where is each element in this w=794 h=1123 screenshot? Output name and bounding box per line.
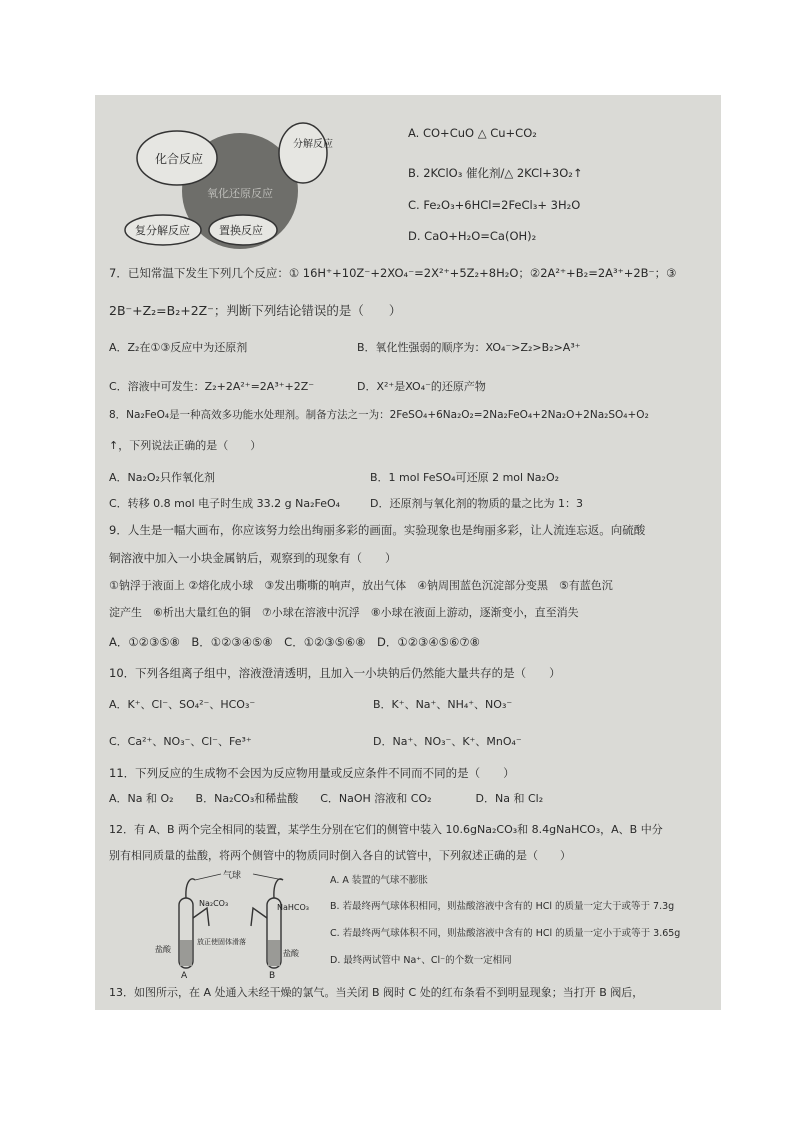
- exam-page: [95, 95, 721, 1010]
- q12-option-b: B. 若最终两气球体积相同，则盐酸溶液中含有的 HCl 的质量一定大于或等于 7.3g: [330, 901, 675, 912]
- q10-option-a: A．K⁺、Cl⁻、SO₄²⁻、HCO₃⁻: [109, 698, 256, 711]
- q8-option-c: C．转移 0.8 mol 电子时生成 33.2 g Na₂FeO₄: [109, 497, 341, 510]
- q9-stem-line2: 铜溶液中加入一小块金属钠后，观察到的现象有（ ）: [109, 551, 397, 565]
- q12-apparatus-figure: [155, 870, 309, 981]
- q12-option-d: D. 最终两试管中 Na⁺、Cl⁻的个数一定相同: [330, 955, 512, 966]
- q6-option-c: C. Fe₂O₃+6HCl=2FeCl₃+ 3H₂O: [408, 198, 581, 212]
- balloon-a: [186, 879, 195, 898]
- q9-options: A．①②③⑤⑧ B．①②③④⑤⑧ C．①②③⑤⑥⑧ D．①②③④⑤⑥⑦⑧: [109, 635, 480, 649]
- q6-option-b: B. 2KClO₃ 催化剂/△ 2KCl+3O₂↑: [408, 166, 583, 180]
- q8-option-b: B．1 mol FeSO₄可还原 2 mol Na₂O₂: [370, 471, 560, 484]
- acid-a: [180, 940, 192, 966]
- fig-label-na2co3: Na₂CO₃: [199, 899, 229, 908]
- q12-option-c: C. 若最终两气球体积不同，则盐酸溶液中含有的 HCl 的质量一定小于或等于 3.65g: [330, 928, 681, 939]
- reaction-venn-diagram: [135, 113, 333, 248]
- fig-label-a: A: [181, 971, 188, 981]
- fig-label-solid: 放正使固体滑落: [197, 938, 246, 946]
- q10-option-b: B．K⁺、Na⁺、NH₄⁺、NO₃⁻: [373, 698, 513, 711]
- q13-stem: 13．如图所示，在 A 处通入未经干燥的氯气。当关闭 B 阀时 C 处的红布条看不到明显现象；当打开 B 阀后，: [109, 986, 644, 999]
- side-tube-a: [193, 908, 209, 926]
- q6-option-a: A. CO+CuO △ Cu+CO₂: [408, 126, 537, 140]
- q12-stem-line2: 别有相同质量的盐酸，将两个侧管中的物质同时倒入各自的试管中，下列叙述正确的是（ ）: [109, 849, 571, 862]
- fig-label-nahco3: NaHCO₃: [277, 903, 309, 912]
- q8-stem-line1: 8．Na₂FeO₄是一种高效多功能水处理剂。制备方法之一为：2FeSO₄+6Na₂O₂=2Na₂FeO₄+2Na₂O+2Na₂SO₄+O₂: [109, 409, 649, 421]
- q9-item-line1: ①钠浮于液面上 ②熔化成小球 ③发出嘶嘶的响声，放出气体 ④钠周围蓝色沉淀部分变黑 ⑤有蓝色沉: [109, 579, 613, 592]
- q11-stem: 11．下列反应的生成物不会因为反应物用量或反应条件不同而不同的是（ ）: [109, 766, 515, 780]
- q6-option-d: D. CaO+H₂O=Ca(OH)₂: [408, 229, 537, 243]
- fig-label-b: B: [269, 971, 276, 981]
- fig-label-acid-right: 盐酸: [283, 949, 299, 958]
- q9-item-line2: 淀产生 ⑥析出大量红色的铜 ⑦小球在溶液中沉浮 ⑧小球在液面上游动，逐渐变小，直至消失: [109, 606, 579, 619]
- q8-option-a: A．Na₂O₂只作氧化剂: [109, 471, 215, 484]
- q12-stem-line1: 12．有 A、B 两个完全相同的装置，某学生分别在它们的侧管中装入 10.6gNa₂CO₃和 8.4gNaHCO₃，A、B 中分: [109, 823, 663, 836]
- q7-stem-line1: 7．已知常温下发生下列几个反应：① 16H⁺+10Z⁻+2XO₄⁻=2X²⁺+5Z₂+8H₂O；②2A²⁺+B₂=2A³⁺+2B⁻；③: [109, 266, 677, 280]
- venn-label-redox: 氧化还原反应: [207, 187, 273, 200]
- side-tube-b: [251, 908, 267, 926]
- q7-option-d: D．X²⁺是XO₄⁻的还原产物: [357, 380, 486, 393]
- q12-option-a: A. A 装置的气球不膨胀: [330, 875, 428, 886]
- fig-label-acid-left: 盐酸: [155, 945, 171, 954]
- q10-stem: 10．下列各组离子组中，溶液澄清透明，且加入一小块钠后仍然能大量共存的是（ ）: [109, 666, 561, 680]
- fig-label-balloon: 气球: [223, 871, 242, 881]
- q7-stem-line2: 2B⁻+Z₂=B₂+2Z⁻；判断下列结论错误的是（ ）: [109, 303, 402, 318]
- venn-label-displacement: 置换反应: [219, 224, 263, 237]
- balloon-b: [274, 879, 283, 898]
- q10-option-c: C．Ca²⁺、NO₃⁻、Cl⁻、Fe³⁺: [109, 735, 252, 748]
- q8-stem-line2: ↑，下列说法正确的是（ ）: [109, 439, 262, 452]
- q7-option-c: C．溶液中可发生：Z₂+2A²⁺=2A³⁺+2Z⁻: [109, 380, 315, 393]
- venn-label-double-decomp: 复分解反应: [135, 224, 190, 237]
- venn-label-decomposition: 分解反应: [293, 139, 333, 150]
- q9-stem-line1: 9．人生是一幅大画布，你应该努力绘出绚丽多彩的画面。实验现象也是绚丽多彩，让人流连忘返。向硫酸: [109, 523, 646, 537]
- q7-option-a: A．Z₂在①③反应中为还原剂: [109, 341, 248, 354]
- q8-option-d: D．还原剂与氧化剂的物质的量之比为 1：3: [370, 497, 583, 510]
- q7-option-b: B．氧化性强弱的顺序为：XO₄⁻>Z₂>B₂>A³⁺: [357, 341, 581, 354]
- q11-options: A．Na 和 O₂ B．Na₂CO₃和稀盐酸 C．NaOH 溶液和 CO₂ D．Na 和 Cl₂: [109, 792, 544, 805]
- q10-option-d: D．Na⁺、NO₃⁻、K⁺、MnO₄⁻: [373, 735, 522, 748]
- venn-label-combination: 化合反应: [155, 152, 204, 166]
- decomposition-circle: [279, 123, 327, 183]
- acid-b: [268, 940, 280, 966]
